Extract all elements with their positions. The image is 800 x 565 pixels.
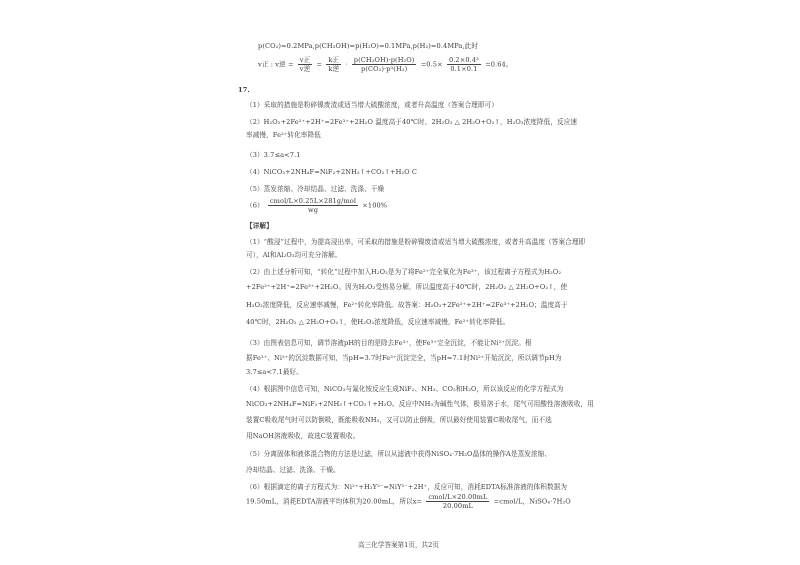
- numerator: v正: [299, 56, 311, 64]
- fraction: [268, 197, 358, 214]
- formula-tail: =cmol/L，NiSO₄·7H₂O: [493, 497, 571, 506]
- explanation-line: 装置C吸收尾气时可以防倒吸，既能吸收NH₃，又可以防止倒吸，所以最好使用装置C吸收尾气，而不选: [246, 416, 552, 424]
- fraction: [352, 56, 417, 73]
- answer-line: （3）3.7≤a<7.1: [246, 151, 301, 159]
- item-number: （6）: [246, 201, 264, 210]
- formula-head: 19.50mL，消耗EDTA溶液平均体积为20.00mL，所以x=: [246, 497, 423, 506]
- explanation-line: （1）“酸浸”过程中，为提高浸出率，可采取的措施是粉碎镍废渣或适当增大硫酸浓度，或者升高温度（答案合理即: [246, 238, 586, 246]
- fraction: [298, 56, 313, 73]
- fraction: [426, 493, 489, 510]
- question-number: 17.: [238, 86, 250, 94]
- numerator: k正: [328, 56, 340, 64]
- denominator: 20.00mL: [442, 502, 474, 510]
- explanation-line: 3.7≤a<7.1最好。: [246, 368, 303, 376]
- numerator: p(CH₃OH)·p(H₂O): [353, 56, 415, 64]
- explanation-line: +2Fe²⁺+2H⁺=2Fe³⁺+2H₂O。因为H₂O₂受热易分解，所以温度高于40℃时，2H₂O₂ △ 2H₂O+O₂↑，使: [246, 283, 568, 291]
- explanation-line: （6）根据滴定的离子方程式为：Ni²⁺+H₂Y²⁻=NiY²⁻+2H⁺，反应可知，消耗EDTA标准溶液的体积数据为: [246, 483, 568, 491]
- denominator: k逆: [328, 65, 340, 73]
- explanation-line: （4）根据图中信息可知，NiCO₃与氟化铵反应生成NiF₂、NH₃、CO₂和H₂O，所以该反应的化学方程式为: [246, 385, 564, 393]
- fraction: [447, 56, 481, 73]
- operator: =: [316, 60, 323, 69]
- explanation-line: （2）由上述分析可知，“转化”过程中加入H₂O₂是为了将Fe²⁺完全氧化为Fe³⁺，该过程离子方程式为H₂O₂: [246, 268, 562, 276]
- denominator: 0.1×0.1: [450, 65, 478, 73]
- text-line: p(CO₂)=0.2MPa,p(CH₃OH)=p(H₂O)=0.1MPa,p(H₂)=0.4MPa,此时: [258, 42, 479, 50]
- answer-line: [246, 197, 387, 214]
- denominator: v逆: [299, 65, 311, 73]
- explanation-line: [246, 493, 571, 510]
- numerator: 0.2×0.4³: [448, 56, 479, 64]
- explanation-line: NiCO₃+2NH₄F=NiF₂+2NH₃↑+CO₂↑+H₂O。反应中NH₃为碱性气体，极易溶于水，尾气可用酸性溶液吸收，用: [246, 400, 594, 408]
- operator: ·: [345, 60, 348, 69]
- explanation-heading: 【详解】: [246, 222, 273, 230]
- numerator: cmol/L×20.00mL: [428, 493, 488, 501]
- explanation-line: 冷却结晶、过滤、洗涤、干燥。: [246, 466, 340, 474]
- explanation-line: 可），Al和Al₂O₃均可充分溶解。: [246, 251, 342, 259]
- answer-line: （2）H₂O₂+2Fe²⁺+2H⁺=2Fe³⁺+2H₂O 温度高于40℃时，2H₂O₂ △ 2H₂O+O₂↑，H₂O₂浓度降低，反应速: [246, 118, 578, 126]
- explanation-line: H₂O₂浓度降低，反应速率减慢，Fe²⁺转化率降低。故答案：H₂O₂+2Fe²⁺+2H⁺=2Fe³⁺+2H₂O；温度高于: [246, 301, 568, 309]
- numerator: cmol/L×0.25L×281g/mol: [269, 197, 357, 205]
- explanation-line: 用NaOH溶液吸收，故选C装置吸收。: [246, 432, 360, 440]
- operator: =0.5×: [420, 60, 443, 69]
- explanation-line: （3）由图表信息可知，调节溶液pH的目的是除去Fe³⁺，使Fe³⁺完全沉淀，不能让Ni²⁺沉淀。根: [246, 339, 532, 347]
- formula-lhs: v正 : v逆 =: [258, 60, 294, 69]
- page-footer: 高三化学答案第1页，共2页: [358, 541, 439, 549]
- denominator: wg: [307, 206, 319, 214]
- answer-line: （4）NiCO₃+2NH₄F=NiF₂+2NH₃↑+CO₂↑+H₂O C: [246, 168, 418, 176]
- formula-tail: ×100%: [362, 201, 388, 210]
- explanation-line: 40℃时，2H₂O₂ △ 2H₂O+O₂↑，使H₂O₂浓度降低，反应速率减慢，Fe²⁺转化率降低。: [246, 318, 510, 326]
- operator: =0.64。: [485, 60, 513, 69]
- explanation-line: （5）分离固体和液体混合物的方法是过滤，所以从滤液中获得NiSO₄·7H₂O晶体的操作A是蒸发浓缩、: [246, 450, 552, 458]
- fraction: [326, 56, 341, 73]
- denominator: p(CO₂)·p³(H₂): [360, 65, 408, 73]
- answer-line: 率减慢，Fe²⁺转化率降低: [246, 131, 321, 139]
- answer-line: （5）蒸发浓缩、冷却结晶、过滤、洗涤、干燥: [246, 185, 385, 193]
- explanation-line: 据Fe³⁺、Ni²⁺的沉淀数据可知，当pH=3.7时Fe³⁺沉淀完全，当pH=7.1时Ni²⁺开始沉淀，所以调节pH为: [246, 354, 562, 362]
- answer-line: （1）采取的措施是粉碎镍废渣或适当增大硫酸浓度，或者升高温度（答案合理即可）: [246, 101, 498, 109]
- rate-ratio-formula: [258, 56, 513, 73]
